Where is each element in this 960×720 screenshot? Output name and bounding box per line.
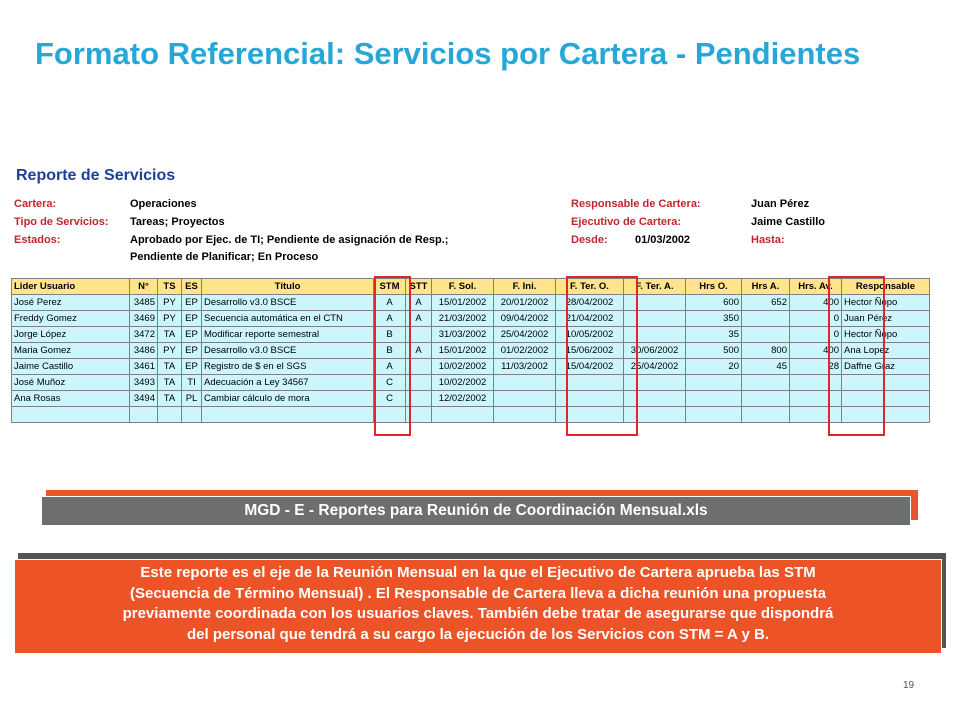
table-cell: PY [158, 295, 182, 311]
fecha-termino-column-highlight [566, 276, 638, 436]
page-number: 19 [903, 680, 915, 691]
table-cell: 25/04/2002 [494, 327, 556, 343]
table-cell: 3461 [130, 359, 158, 375]
col-header: F. Ter. O. [556, 279, 624, 295]
table-cell: 800 [742, 343, 790, 359]
table-cell [494, 407, 556, 423]
responsable-cartera-label: Responsable de Cartera: [571, 198, 701, 210]
table-cell: A [374, 311, 406, 327]
note-line-4: del personal que tendrá a su cargo la ejecución de los Servicios con STM = A y B. [187, 625, 769, 643]
col-header: F. Ini. [494, 279, 556, 295]
table-cell: TI [182, 375, 202, 391]
table-cell: Freddy Gomez [12, 311, 130, 327]
table-cell: Secuencia automática en el CTN [202, 311, 374, 327]
table-cell: EP [182, 343, 202, 359]
table-cell: 31/03/2002 [432, 327, 494, 343]
table-cell: Ana Lopez [842, 343, 930, 359]
cartera-value: Operaciones [130, 198, 197, 210]
table-row [12, 311, 930, 327]
estados-value-line2: Pendiente de Planificar; En Proceso [130, 251, 319, 263]
table-cell: 600 [686, 295, 742, 311]
table-cell [494, 375, 556, 391]
col-header: STT [406, 279, 432, 295]
hasta-label: Hasta: [751, 234, 785, 246]
table-row [12, 295, 930, 311]
table-cell [130, 407, 158, 423]
table-cell: 652 [742, 295, 790, 311]
table-cell: PL [182, 391, 202, 407]
table-cell: EP [182, 327, 202, 343]
table-cell: 10/05/2002 [556, 327, 624, 343]
table-cell: 28/04/2002 [556, 295, 624, 311]
table-row [12, 327, 930, 343]
table-cell: Jorge López [12, 327, 130, 343]
col-header: ES [182, 279, 202, 295]
table-cell [686, 391, 742, 407]
col-header: Responsable [842, 279, 930, 295]
table-cell: 20 [686, 359, 742, 375]
table-cell: 20/01/2002 [494, 295, 556, 311]
col-header: TS [158, 279, 182, 295]
table-row [12, 391, 930, 407]
table-cell: EP [182, 295, 202, 311]
desde-value: 01/03/2002 [635, 234, 691, 246]
table-cell: C [374, 391, 406, 407]
table-cell: 09/04/2002 [494, 311, 556, 327]
slide-title: Formato Referencial: Servicios por Cartera - Pendientes [35, 36, 861, 71]
table-cell: Juan Pérez [842, 311, 930, 327]
note-line-3: previamente coordinada con los usuarios claves. También debe tratar de asegurarse que dispondrá [122, 605, 834, 622]
table-cell: Ana Rosas [12, 391, 130, 407]
col-header: Título [202, 279, 374, 295]
services-table [11, 278, 930, 423]
table-cell: 350 [686, 311, 742, 327]
estados-label: Estados: [14, 234, 61, 246]
table-cell: Jaime Castillo [12, 359, 130, 375]
table-cell: PY [158, 343, 182, 359]
col-header: Hrs A. [742, 279, 790, 295]
table-cell: 11/03/2002 [494, 359, 556, 375]
table-cell: 15/01/2002 [432, 295, 494, 311]
table-cell: 28 [790, 359, 842, 375]
table-cell: 400 [790, 295, 842, 311]
table-cell: 12/02/2002 [432, 391, 494, 407]
horas-avance-column-highlight [828, 276, 885, 436]
cartera-label: Cartera: [14, 198, 57, 210]
table-cell: 3472 [130, 327, 158, 343]
table-cell: 0 [790, 327, 842, 343]
report-title: Reporte de Servicios [16, 167, 176, 184]
table-cell: B [374, 327, 406, 343]
table-cell: A [406, 295, 432, 311]
tipo-servicios-value: Tareas; Proyectos [130, 216, 225, 228]
table-cell: A [374, 359, 406, 375]
table-cell: B [374, 343, 406, 359]
table-cell [742, 311, 790, 327]
table-cell: Modificar reporte semestral [202, 327, 374, 343]
table-cell: A [374, 295, 406, 311]
table-cell: Desarrollo v3.0 BSCE [202, 343, 374, 359]
col-header: Hrs. Av. [790, 279, 842, 295]
table-cell: José Muñoz [12, 375, 130, 391]
table-cell: 25/04/2002 [624, 359, 686, 375]
table-cell [494, 391, 556, 407]
table-cell: 21/04/2002 [556, 311, 624, 327]
table-cell [432, 407, 494, 423]
table-cell [686, 375, 742, 391]
desde-label: Desde: [571, 234, 608, 246]
table-cell: A [406, 343, 432, 359]
table-cell: 15/04/2002 [556, 359, 624, 375]
table-cell: EP [182, 311, 202, 327]
table-cell: TA [158, 391, 182, 407]
table-cell: 10/02/2002 [432, 359, 494, 375]
ejecutivo-cartera-value: Jaime Castillo [751, 216, 825, 228]
table-cell: C [374, 375, 406, 391]
col-header: Lider Usuario [12, 279, 130, 295]
note-line-1: Este reporte es el eje de la Reunión Mensual en la que el Ejecutivo de Cartera aprueba las STM [140, 564, 816, 581]
col-header: F. Sol. [432, 279, 494, 295]
table-cell: 45 [742, 359, 790, 375]
table-cell: 01/02/2002 [494, 343, 556, 359]
report-panel [11, 163, 951, 428]
table-cell [742, 327, 790, 343]
table-cell: EP [182, 359, 202, 375]
table-cell: 35 [686, 327, 742, 343]
table-cell: Maria Gomez [12, 343, 130, 359]
table-cell [158, 407, 182, 423]
table-cell: José Perez [12, 295, 130, 311]
table-cell: PY [158, 311, 182, 327]
table-cell: 15/01/2002 [432, 343, 494, 359]
col-header: F. Ter. A. [624, 279, 686, 295]
table-header-row [12, 279, 930, 295]
table-row [12, 375, 930, 391]
table-cell: 0 [790, 311, 842, 327]
table-cell: TA [158, 327, 182, 343]
table-cell [12, 407, 130, 423]
responsable-cartera-value: Juan Pérez [751, 198, 810, 210]
table-cell: Adecuación a Ley 34567 [202, 375, 374, 391]
estados-value-line1: Aprobado por Ejec. de TI; Pendiente de asignación de Resp.; [130, 234, 449, 246]
table-cell: 500 [686, 343, 742, 359]
table-cell [686, 407, 742, 423]
table-cell: 3493 [130, 375, 158, 391]
table-cell: Cambiar cálculo de mora [202, 391, 374, 407]
table-cell: Registro de $ en el SGS [202, 359, 374, 375]
table-cell [742, 407, 790, 423]
table-cell: TA [158, 375, 182, 391]
table-cell: 10/02/2002 [432, 375, 494, 391]
table-cell [742, 391, 790, 407]
note-line-2: (Secuencia de Término Mensual) . El Responsable de Cartera lleva a dicha reunión una propuesta [129, 584, 827, 602]
col-header: N° [130, 279, 158, 295]
table-cell: Desarrollo v3.0 BSCE [202, 295, 374, 311]
col-header: Hrs O. [686, 279, 742, 295]
file-name-banner: MGD - E - Reportes para Reunión de Coordinación Mensual.xls [41, 496, 911, 526]
explanation-note [14, 559, 942, 654]
table-cell: A [406, 311, 432, 327]
table-cell: 30/06/2002 [624, 343, 686, 359]
table-row [12, 343, 930, 359]
stm-column-highlight [374, 276, 411, 436]
table-cell: 3494 [130, 391, 158, 407]
table-cell: Daffne Graz [842, 359, 930, 375]
table-cell: Hector Ñopo [842, 327, 930, 343]
tipo-servicios-label: Tipo de Servicios: [14, 216, 109, 228]
table-cell: 3486 [130, 343, 158, 359]
table-cell: 3469 [130, 311, 158, 327]
table-cell [202, 407, 374, 423]
col-header: STM [374, 279, 406, 295]
table-cell: 15/06/2002 [556, 343, 624, 359]
table-cell [742, 375, 790, 391]
table-cell: 3485 [130, 295, 158, 311]
table-row [12, 407, 930, 423]
ejecutivo-cartera-label: Ejecutivo de Cartera: [571, 216, 682, 228]
table-cell [182, 407, 202, 423]
table-cell: Hector Ñopo [842, 295, 930, 311]
table-cell: 400 [790, 343, 842, 359]
table-cell: TA [158, 359, 182, 375]
table-row [12, 359, 930, 375]
table-cell: 21/03/2002 [432, 311, 494, 327]
